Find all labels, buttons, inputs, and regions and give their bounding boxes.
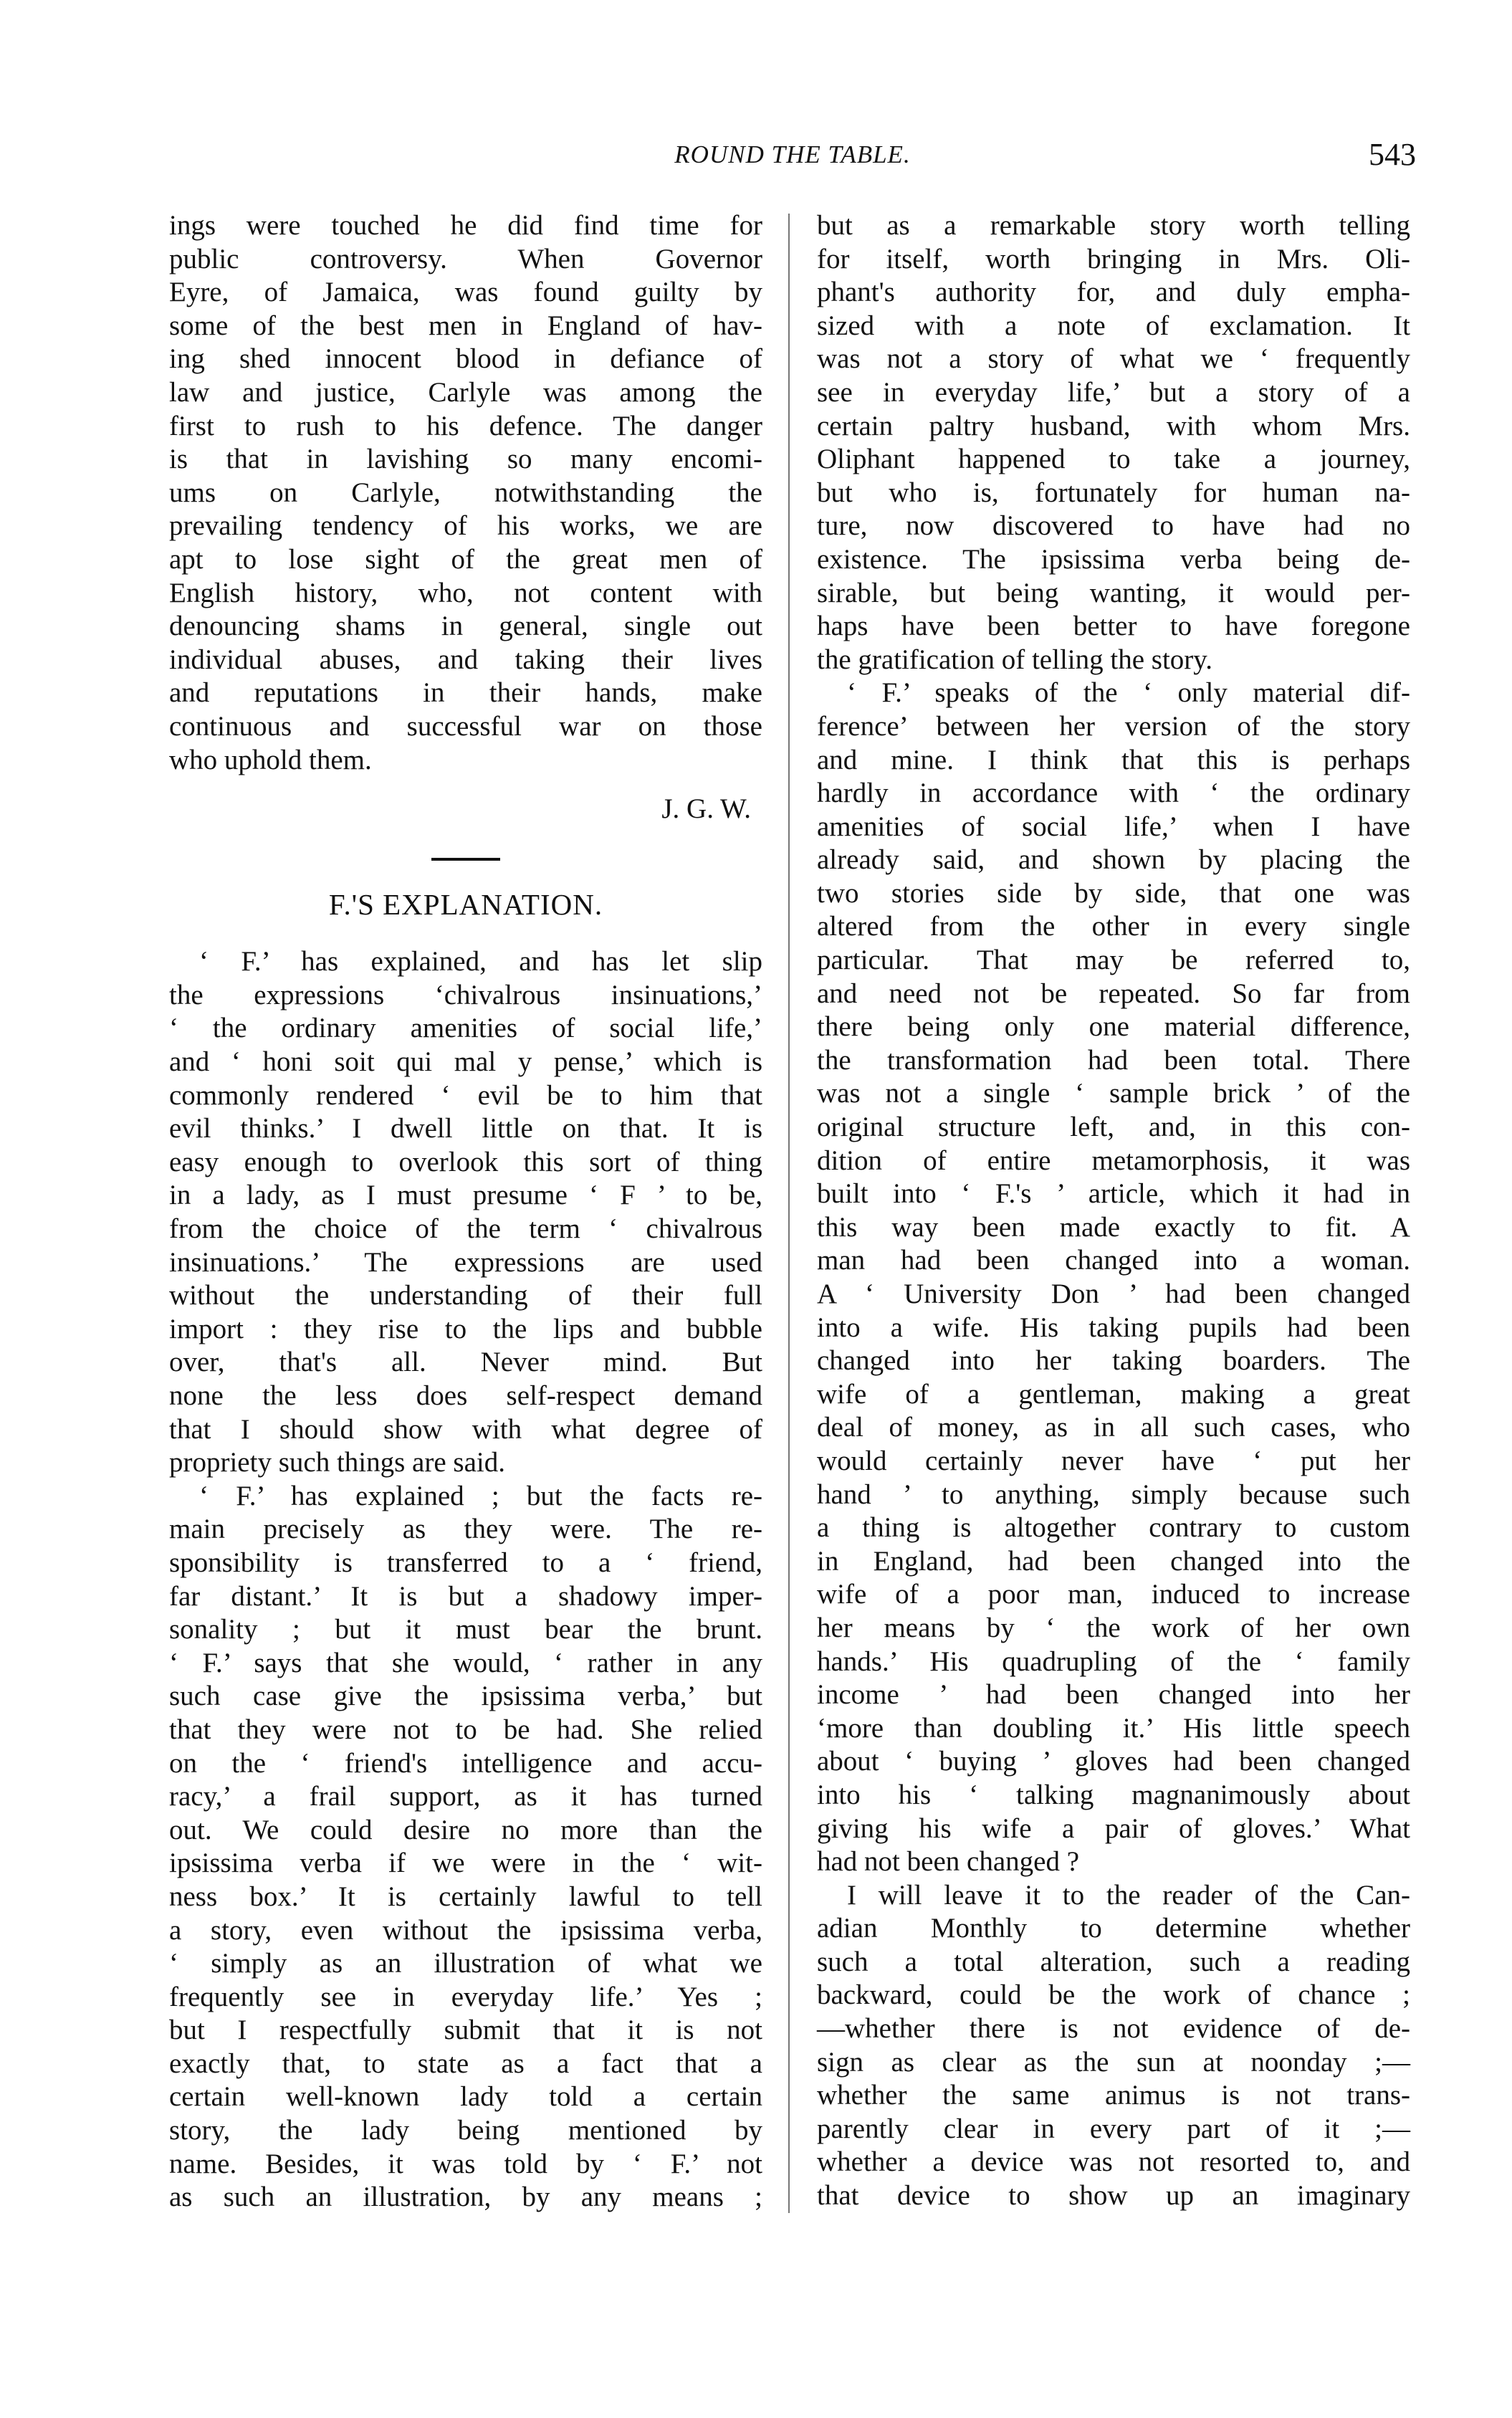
text-line: ‘more than doubling it.’ His little speech [817, 1712, 1410, 1744]
text-line: hand ’ to anything, simply because such [817, 1478, 1410, 1510]
text-line: particular. That may be referred to, [817, 945, 1410, 976]
text-line: over, that's all. Never mind. But [169, 1347, 762, 1378]
text-line: continuous and successful war on those [169, 710, 762, 742]
text-line: certain well-known lady told a certain [169, 2081, 762, 2113]
text-line: apt to lose sight of the great men of [169, 543, 762, 575]
text-line: had not been changed ? [817, 1846, 1080, 1878]
text-line: man had been changed into a woman. [817, 1245, 1410, 1276]
text-line: the expressions ‘chivalrous insinuations,’ [169, 979, 762, 1010]
text-line: altered from the other in every single [817, 911, 1410, 942]
text-line: haps have been better to have foregone [817, 611, 1410, 642]
text-line: insinuations.’ The expressions are used [169, 1246, 762, 1278]
text-line: already said, and shown by placing the [817, 844, 1410, 876]
text-line: evil thinks.’ I dwell little on that. It is [169, 1113, 762, 1145]
text-line: ings were touched he did find time for [169, 210, 762, 241]
text-line: in a lady, as I must presume ‘ F ’ to be, [169, 1180, 762, 1211]
text-line: some of the best men in England of hav- [169, 310, 762, 341]
text-line: sirable, but being wanting, it would per- [817, 577, 1410, 608]
text-line: hardly in accordance with ‘ the ordinary [817, 778, 1410, 809]
left-column [169, 209, 762, 2214]
text-line: sonality ; but it must bear the brunt. [169, 1614, 762, 1645]
text-line: built into ‘ F.'s ’ article, which it had in [817, 1178, 1410, 1210]
text-line: into a wife. His taking pupils had been [817, 1311, 1410, 1343]
text-line: but as a remarkable story worth telling [817, 210, 1410, 241]
text-line: deal of money, as in all such cases, who [817, 1412, 1410, 1443]
text-line: import : they rise to the lips and bubble [169, 1313, 762, 1344]
text-line: commonly rendered ‘ evil be to him that [169, 1079, 762, 1111]
text-line: sign as clear as the sun at noonday ;— [817, 2046, 1410, 2078]
text-line: on the ‘ friend's intelligence and accu- [169, 1747, 762, 1779]
text-line: far distant.’ It is but a shadowy imper- [169, 1580, 762, 1612]
text-line: there being only one material difference, [817, 1011, 1410, 1043]
text-line: ness box.’ It is certainly lawful to tell [169, 1881, 762, 1912]
text-line: and mine. I think that this is perhaps [817, 744, 1410, 775]
text-line: but I respectfully submit that it is not [169, 2015, 762, 2046]
text-line: two stories side by side, that one was [817, 877, 1410, 909]
author-signature: J. G. W. [661, 793, 751, 825]
article-title: F.'S EXPLANATION. [328, 887, 603, 921]
text-line: and reputations in their hands, make [169, 677, 762, 709]
section-divider [431, 858, 500, 861]
text-line: income ’ had been changed into her [817, 1679, 1410, 1711]
text-line: about ‘ buying ’ gloves had been changed [817, 1746, 1410, 1777]
paragraph [169, 945, 762, 1480]
text-line: is that in lavishing so many encomi- [169, 444, 762, 475]
text-line: a story, even without the ipsissima verba, [169, 1914, 762, 1946]
page-number: 543 [1369, 137, 1416, 172]
text-line: whether a device was not resorted to, and [817, 2146, 1410, 2178]
text-line: story, the lady being mentioned by [169, 2115, 762, 2146]
text-line: ipsissima verba if we were in the ‘ wit- [169, 1848, 762, 1879]
text-line: ‘ F.’ speaks of the ‘ only material dif- [847, 677, 1410, 709]
text-line: and need not be repeated. So far from [817, 978, 1410, 1009]
text-line: who uphold them. [169, 744, 372, 775]
text-line: Oliphant happened to take a journey, [817, 444, 1410, 475]
text-line: ums on Carlyle, notwithstanding the [169, 477, 762, 508]
paragraph [817, 209, 1410, 677]
text-line: frequently see in everyday life.’ Yes ; [169, 1981, 762, 2012]
text-line: parently clear in every part of it ;— [817, 2113, 1410, 2144]
text-line: sponsibility is transferred to a ‘ friend, [169, 1547, 762, 1578]
text-line: public controversy. When Governor [169, 243, 762, 274]
text-line: sized with a note of exclamation. It [817, 310, 1410, 341]
text-line: denouncing shams in general, single out [169, 611, 762, 642]
text-line: original structure left, and, in this con- [817, 1112, 1410, 1143]
text-line: but who is, fortunately for human na- [817, 477, 1410, 508]
text-line: such a total alteration, such a reading [817, 1946, 1410, 1977]
text-line: prevailing tendency of his works, we are [169, 510, 762, 542]
text-line: amenities of social life,’ when I have [817, 811, 1410, 842]
paragraph [817, 677, 1410, 1878]
text-line: adian Monthly to determine whether [817, 1913, 1410, 1944]
text-line: ‘ the ordinary amenities of social life,’ [169, 1013, 762, 1044]
text-line: —whether there is not evidence of de- [817, 2013, 1410, 2045]
text-line: wife of a poor man, induced to increase [817, 1579, 1410, 1610]
text-line: from the choice of the term ‘ chivalrous [169, 1213, 762, 1245]
text-line: in England, had been changed into the [817, 1545, 1410, 1577]
text-line: phant's authority for, and duly empha- [817, 277, 1410, 308]
text-line: this way been made exactly to fit. A [817, 1211, 1410, 1243]
text-line: would certainly never have ‘ put her [817, 1445, 1410, 1476]
text-line: whether the same animus is not trans- [817, 2080, 1410, 2111]
text-line: see in everyday life,’ but a story of a [817, 376, 1410, 408]
text-line: the gratification of telling the story. [817, 644, 1212, 675]
running-title: ROUND THE TABLE. [674, 140, 911, 168]
right-column [817, 209, 1410, 2213]
text-line: her means by ‘ the work of her own [817, 1612, 1410, 1643]
text-line: giving his wife a pair of gloves.’ What [817, 1812, 1410, 1844]
text-line: was not a single ‘ sample brick ’ of the [817, 1078, 1410, 1109]
paragraph [817, 1879, 1410, 2213]
text-line: backward, could be the work of chance ; [817, 1979, 1410, 2011]
column-divider [788, 214, 790, 2213]
previous-article-ending [169, 209, 762, 777]
text-line: for itself, worth bringing in Mrs. Oli- [817, 243, 1410, 274]
text-line: as such an illustration, by any means ; [169, 2182, 762, 2213]
text-line: such case give the ipsissima verba,’ but [169, 1681, 762, 1712]
text-line: ‘ F.’ has explained ; but the facts re- [199, 1480, 762, 1511]
text-line: first to rush to his defence. The danger [169, 410, 762, 441]
text-line: exactly that, to state as a fact that a [169, 2047, 762, 2079]
text-line: none the less does self-respect demand [169, 1380, 762, 1411]
page-header [169, 137, 1416, 183]
text-line: existence. The ipsissima verba being de- [817, 543, 1410, 575]
text-line: ‘ simply as an illustration of what we [169, 1948, 762, 1979]
text-line: easy enough to overlook this sort of thing [169, 1146, 762, 1177]
text-line: law and justice, Carlyle was among the [169, 376, 762, 408]
text-line: Eyre, of Jamaica, was found guilty by [169, 277, 762, 308]
text-line: without the understanding of their full [169, 1280, 762, 1311]
text-line: ference’ between her version of the story [817, 710, 1410, 742]
text-line: ture, now discovered to have had no [817, 510, 1410, 542]
text-line: a thing is altogether contrary to custom [817, 1512, 1410, 1544]
text-line: and ‘ honi soit qui mal y pense,’ which is [169, 1046, 762, 1078]
text-line: racy,’ a frail support, as it has turned [169, 1781, 762, 1812]
text-line: ing shed innocent blood in defiance of [169, 343, 762, 375]
paragraph [169, 1480, 762, 2214]
text-line: name. Besides, it was told by ‘ F.’ not [169, 2148, 762, 2179]
text-line: I will leave it to the reader of the Can- [847, 1879, 1410, 1911]
text-line: that they were not to be had. She relied [169, 1714, 762, 1745]
text-line: the transformation had been total. There [817, 1044, 1410, 1076]
text-line: ‘ F.’ says that she would, ‘ rather in any [169, 1647, 762, 1678]
text-line: A ‘ University Don ’ had been changed [817, 1279, 1410, 1309]
text-line: changed into her taking boarders. The [817, 1345, 1410, 1377]
text-line: that device to show up an imaginary [817, 2180, 1410, 2212]
text-line: ‘ F.’ has explained, and has let slip [199, 946, 762, 978]
text-line: was not a story of what we ‘ frequently [817, 343, 1410, 375]
text-line: main precisely as they were. The re- [169, 1514, 762, 1545]
text-line: individual abuses, and taking their lives [169, 644, 762, 675]
text-line: hands.’ His quadrupling of the ‘ family [817, 1645, 1410, 1677]
text-line: dition of entire metamorphosis, it was [817, 1145, 1410, 1176]
text-line: out. We could desire no more than the [169, 1814, 762, 1845]
text-line: certain paltry husband, with whom Mrs. [817, 410, 1410, 441]
text-line: English history, who, not content with [169, 577, 762, 608]
text-line: wife of a gentleman, making a great [817, 1378, 1410, 1410]
text-line: into his ‘ talking magnanimously about [817, 1779, 1410, 1810]
text-line: that I should show with what degree of [169, 1413, 762, 1445]
text-line: propriety such things are said. [169, 1447, 505, 1478]
